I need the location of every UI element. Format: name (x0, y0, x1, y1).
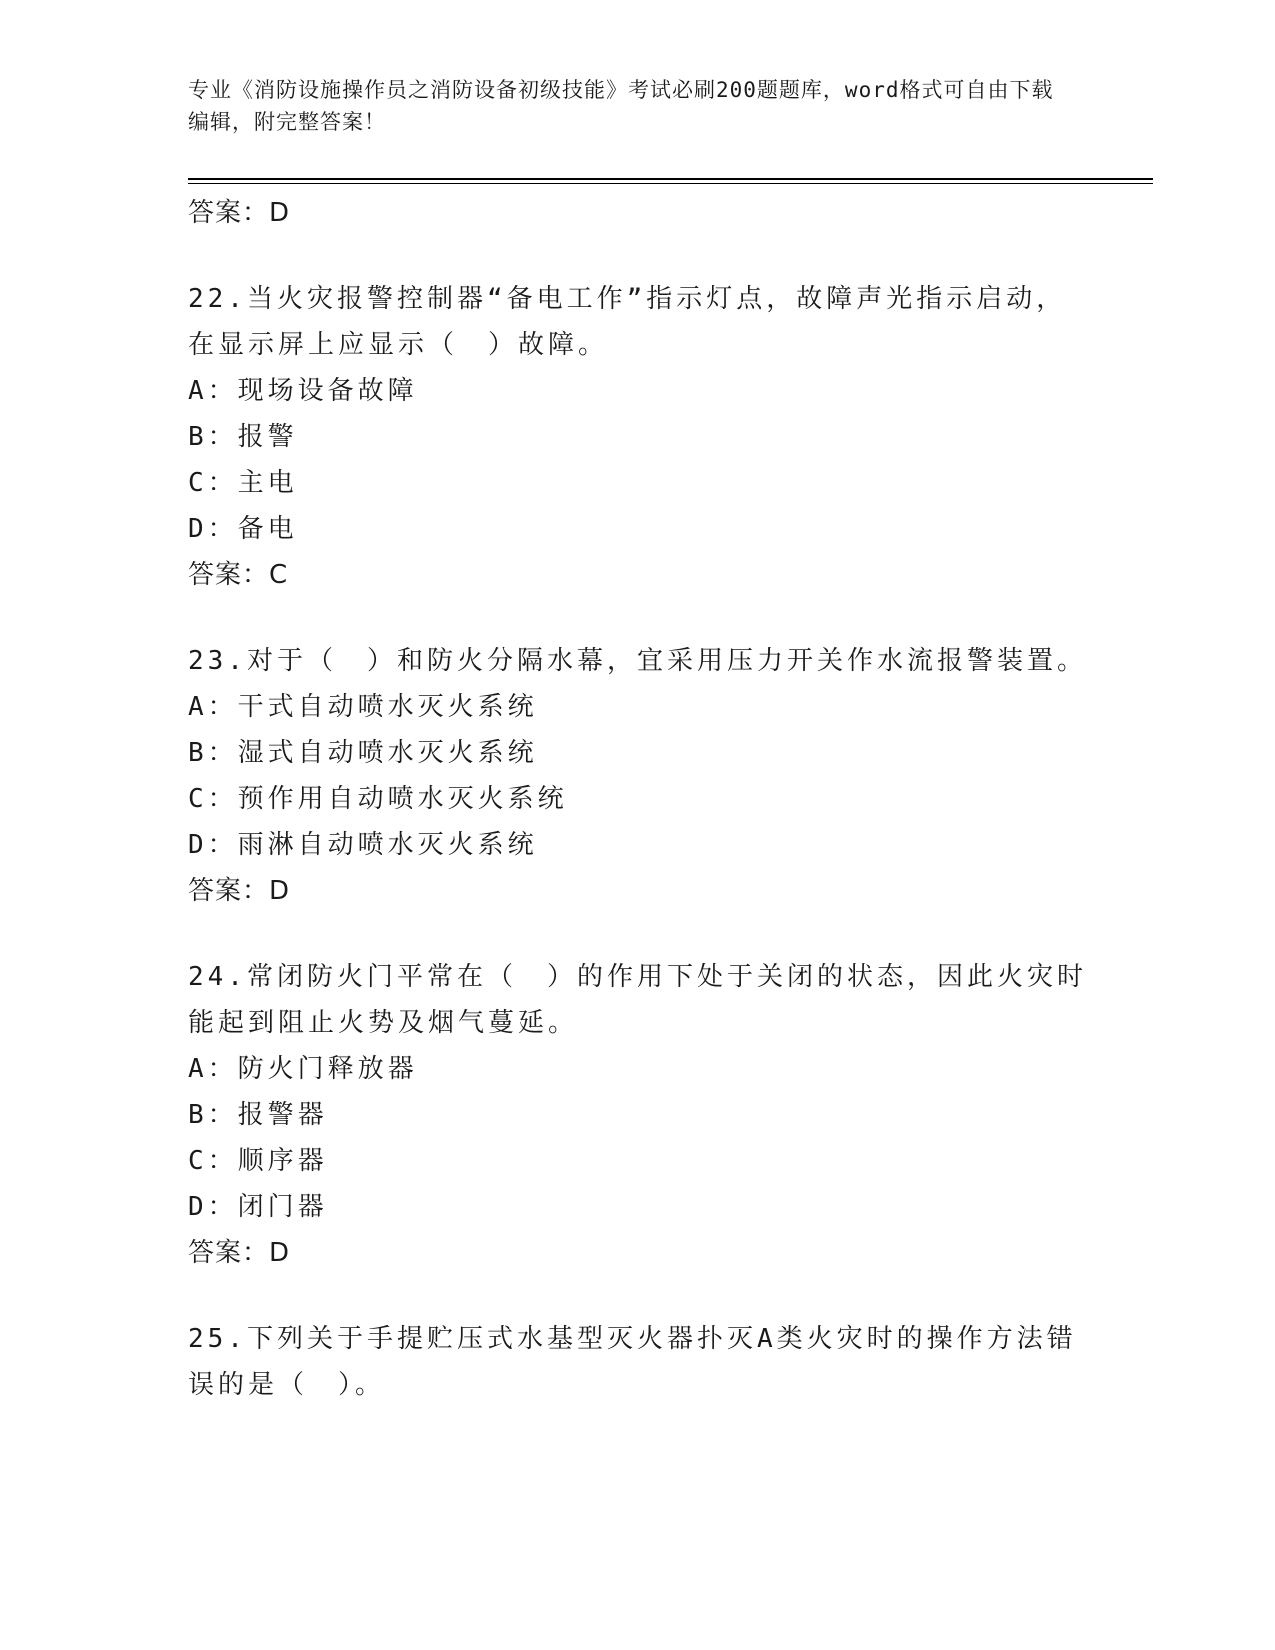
option-d: D：备电 (188, 514, 298, 544)
option-b: B：报警器 (188, 1100, 328, 1130)
document-header: 专业《消防设施操作员之消防设备初级技能》考试必刷200题题库，word格式可自由下载编辑，附完整答案！ (188, 78, 1054, 134)
option-d: D：闭门器 (188, 1192, 328, 1222)
question-stem: 22.当火灾报警控制器“备电工作”指示灯点，故障声光指示启动，在显示屏上应显示（ ）故障。 (188, 284, 1067, 360)
question-stem: 23.对于（ ）和防火分隔水幕，宜采用压力开关作水流报警装置。 (188, 646, 1087, 676)
question-content (188, 190, 1088, 1408)
question-25 (188, 1316, 1088, 1408)
option-d: D：雨淋自动喷水灭火系统 (188, 830, 538, 860)
option-a: A：防火门释放器 (188, 1054, 418, 1084)
question-23 (188, 638, 1088, 914)
option-a: A：现场设备故障 (188, 376, 418, 406)
option-b: B：湿式自动喷水灭火系统 (188, 738, 538, 768)
question-24 (188, 954, 1088, 1276)
option-a: A：干式自动喷水灭火系统 (188, 692, 538, 722)
answer-line: 答案：D (188, 876, 291, 906)
answer-line: 答案：D (188, 198, 291, 228)
option-c: C：顺序器 (188, 1146, 328, 1176)
answer-line: 答案：C (188, 560, 289, 590)
option-c: C：预作用自动喷水灭火系统 (188, 784, 568, 814)
header-divider-thin (188, 183, 1153, 184)
option-b: B：报警 (188, 422, 298, 452)
question-stem: 25.下列关于手提贮压式水基型灭火器扑灭A类火灾时的操作方法错误的是（ ）。 (188, 1324, 1077, 1400)
answer-line: 答案：D (188, 1238, 291, 1268)
header-divider-thick (188, 178, 1153, 180)
question-22 (188, 276, 1088, 598)
question-stem: 24.常闭防火门平常在（ ）的作用下处于关闭的状态，因此火灾时能起到阻止火势及烟气蔓延。 (188, 962, 1087, 1038)
option-c: C：主电 (188, 468, 298, 498)
